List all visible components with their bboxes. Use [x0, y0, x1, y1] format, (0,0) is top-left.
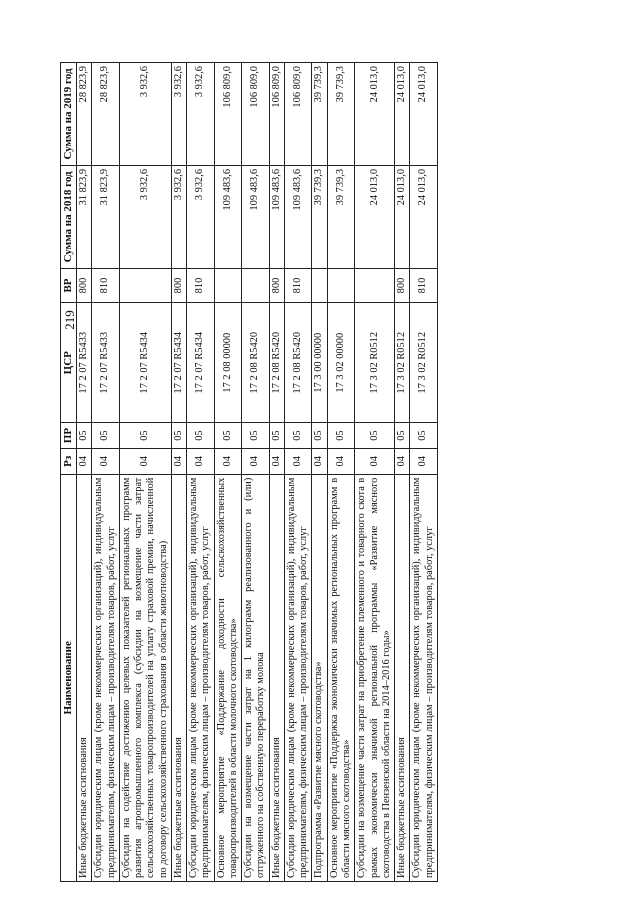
row-sum-2018: 109 483,6 — [269, 165, 284, 268]
row-rz: 04 — [119, 448, 171, 474]
row-vr — [312, 268, 327, 302]
row-csr: 17 3 02 R0512 — [355, 303, 395, 423]
row-sum-2019: 24 013,0 — [395, 63, 410, 166]
row-pr: 05 — [119, 423, 171, 449]
row-csr: 17 2 07 R5434 — [171, 303, 186, 423]
row-sum-2018: 3 932,6 — [187, 165, 215, 268]
table-row — [410, 63, 438, 882]
row-csr: 17 2 08 R5420 — [284, 303, 312, 423]
row-name: Основное мероприятие «Поддержание доходности сельскохозяйственных товаропроизводителей в области молочного скотоводства» — [214, 474, 242, 881]
row-rz: 04 — [171, 448, 186, 474]
row-sum-2019: 106 809,0 — [242, 63, 270, 166]
row-sum-2018: 3 932,6 — [171, 165, 186, 268]
row-vr — [214, 268, 242, 302]
row-sum-2018: 24 013,0 — [410, 165, 438, 268]
table-header-row — [61, 63, 77, 882]
row-vr: 800 — [269, 268, 284, 302]
table-row — [355, 63, 395, 882]
row-sum-2019: 39 739,3 — [327, 63, 355, 166]
row-name: Основное мероприятие «Поддержка экономически значимых региональных программ в области мясного скотоводства» — [327, 474, 355, 881]
row-sum-2018: 39 739,3 — [327, 165, 355, 268]
header-vr: ВР — [61, 268, 77, 302]
table-row — [269, 63, 284, 882]
row-pr: 05 — [327, 423, 355, 449]
row-sum-2018: 24 013,0 — [355, 165, 395, 268]
budget-table — [60, 62, 438, 882]
row-sum-2019: 106 809,0 — [214, 63, 242, 166]
row-pr: 05 — [410, 423, 438, 449]
rotated-table-wrapper — [60, 62, 570, 882]
row-sum-2019: 106 809,0 — [269, 63, 284, 166]
row-sum-2018: 3 932,6 — [119, 165, 171, 268]
row-pr: 05 — [269, 423, 284, 449]
row-vr: 800 — [171, 268, 186, 302]
row-csr: 17 2 08 00000 — [214, 303, 242, 423]
row-sum-2018: 109 483,6 — [284, 165, 312, 268]
row-name: Субсидии на содействие достижению целевых показателей региональных программ развития агропромышленного комплекса (субсидии на возмещение части затрат сельскохозяйственных товаропроизводителей на уплату страховой премии, начисленной по договору сельскохозяйственного страхования в области животноводства) — [119, 474, 171, 881]
row-rz: 04 — [312, 448, 327, 474]
table-row — [76, 63, 91, 882]
table-row — [214, 63, 242, 882]
row-vr: 800 — [76, 268, 91, 302]
row-rz: 04 — [187, 448, 215, 474]
row-vr — [355, 268, 395, 302]
row-vr: 800 — [395, 268, 410, 302]
row-csr: 17 2 07 R5433 — [76, 303, 91, 423]
row-name: Субсидии юридическим лицам (кроме некоммерческих организаций), индивидуальным предпринимателям, физическим лицам – производителям товаров, работ, услуг — [410, 474, 438, 881]
row-sum-2019: 39 739,3 — [312, 63, 327, 166]
row-vr — [119, 268, 171, 302]
header-rz: Рз — [61, 448, 77, 474]
row-sum-2019: 3 932,6 — [171, 63, 186, 166]
row-pr: 05 — [395, 423, 410, 449]
table-row — [242, 63, 270, 882]
row-sum-2019: 28 823,9 — [76, 63, 91, 166]
row-sum-2018: 24 013,0 — [395, 165, 410, 268]
row-sum-2018: 109 483,6 — [214, 165, 242, 268]
table-row — [119, 63, 171, 882]
row-rz: 04 — [214, 448, 242, 474]
table-row — [395, 63, 410, 882]
row-rz: 04 — [410, 448, 438, 474]
row-vr: 810 — [92, 268, 120, 302]
row-csr: 17 2 07 R5433 — [92, 303, 120, 423]
row-rz: 04 — [284, 448, 312, 474]
row-pr: 05 — [214, 423, 242, 449]
table-row — [92, 63, 120, 882]
row-name: Иные бюджетные ассигнования — [395, 474, 410, 881]
row-rz: 04 — [269, 448, 284, 474]
row-vr: 810 — [284, 268, 312, 302]
row-name: Иные бюджетные ассигнования — [171, 474, 186, 881]
row-rz: 04 — [76, 448, 91, 474]
row-pr: 05 — [355, 423, 395, 449]
row-pr: 05 — [76, 423, 91, 449]
table-body — [76, 63, 437, 882]
row-pr: 05 — [312, 423, 327, 449]
header-sum-2018: Сумма на 2018 год — [61, 165, 77, 268]
row-pr: 05 — [242, 423, 270, 449]
row-vr: 810 — [410, 268, 438, 302]
row-name: Субсидии юридическим лицам (кроме некоммерческих организаций), индивидуальным предпринимателям, физическим лицам – производителям товаров, работ, услуг — [92, 474, 120, 881]
row-pr: 05 — [187, 423, 215, 449]
header-csr: ЦСР — [61, 303, 77, 423]
row-csr: 17 3 00 00000 — [312, 303, 327, 423]
row-vr — [327, 268, 355, 302]
row-pr: 05 — [171, 423, 186, 449]
row-rz: 04 — [327, 448, 355, 474]
row-sum-2019: 3 932,6 — [119, 63, 171, 166]
row-name: Подпрограмма «Развитие мясного скотоводства» — [312, 474, 327, 881]
row-sum-2019: 24 013,0 — [355, 63, 395, 166]
table-row — [284, 63, 312, 882]
table-row — [312, 63, 327, 882]
table-row — [327, 63, 355, 882]
row-pr: 05 — [284, 423, 312, 449]
row-csr: 17 2 08 R5420 — [242, 303, 270, 423]
row-vr — [242, 268, 270, 302]
row-name: Субсидии на возмещение части затрат на 1 килограмм реализованного и (или) отгруженного на собственную переработку молока — [242, 474, 270, 881]
row-csr: 17 3 02 R0512 — [410, 303, 438, 423]
row-sum-2018: 109 483,6 — [242, 165, 270, 268]
row-rz: 04 — [92, 448, 120, 474]
header-sum-2019: Сумма на 2019 год — [61, 63, 77, 166]
row-name: Субсидии юридическим лицам (кроме некоммерческих организаций), индивидуальным предпринимателям, физическим лицам – производителям товаров, работ, услуг — [187, 474, 215, 881]
row-name: Субсидии юридическим лицам (кроме некоммерческих организаций), индивидуальным предпринимателям, физическим лицам – производителям товаров, работ, услуг — [284, 474, 312, 881]
row-name: Субсидии на возмещение части затрат на приобретение племенного и товарного скота в рамках экономически значимой региональной программы «Развитие мясного скотоводства в Пензенской области на 2014–2016 годы» — [355, 474, 395, 881]
row-sum-2019: 106 809,0 — [284, 63, 312, 166]
row-csr: 17 2 07 R5434 — [187, 303, 215, 423]
row-name: Иные бюджетные ассигнования — [76, 474, 91, 881]
table-row — [171, 63, 186, 882]
row-name: Иные бюджетные ассигнования — [269, 474, 284, 881]
row-csr: 17 3 02 00000 — [327, 303, 355, 423]
row-rz: 04 — [355, 448, 395, 474]
row-vr: 810 — [187, 268, 215, 302]
row-csr: 17 3 02 R0512 — [395, 303, 410, 423]
row-rz: 04 — [242, 448, 270, 474]
row-sum-2019: 28 823,9 — [92, 63, 120, 166]
row-sum-2019: 3 932,6 — [187, 63, 215, 166]
row-rz: 04 — [395, 448, 410, 474]
row-csr: 17 2 07 R5434 — [119, 303, 171, 423]
row-sum-2018: 39 739,3 — [312, 165, 327, 268]
row-sum-2018: 31 823,9 — [92, 165, 120, 268]
row-pr: 05 — [92, 423, 120, 449]
row-sum-2019: 24 013,0 — [410, 63, 438, 166]
row-sum-2018: 31 823,9 — [76, 165, 91, 268]
header-pr: ПР — [61, 423, 77, 449]
row-csr: 17 2 08 R5420 — [269, 303, 284, 423]
table-row — [187, 63, 215, 882]
page-number: 219 — [62, 310, 77, 330]
header-name: Наименование — [61, 474, 77, 881]
